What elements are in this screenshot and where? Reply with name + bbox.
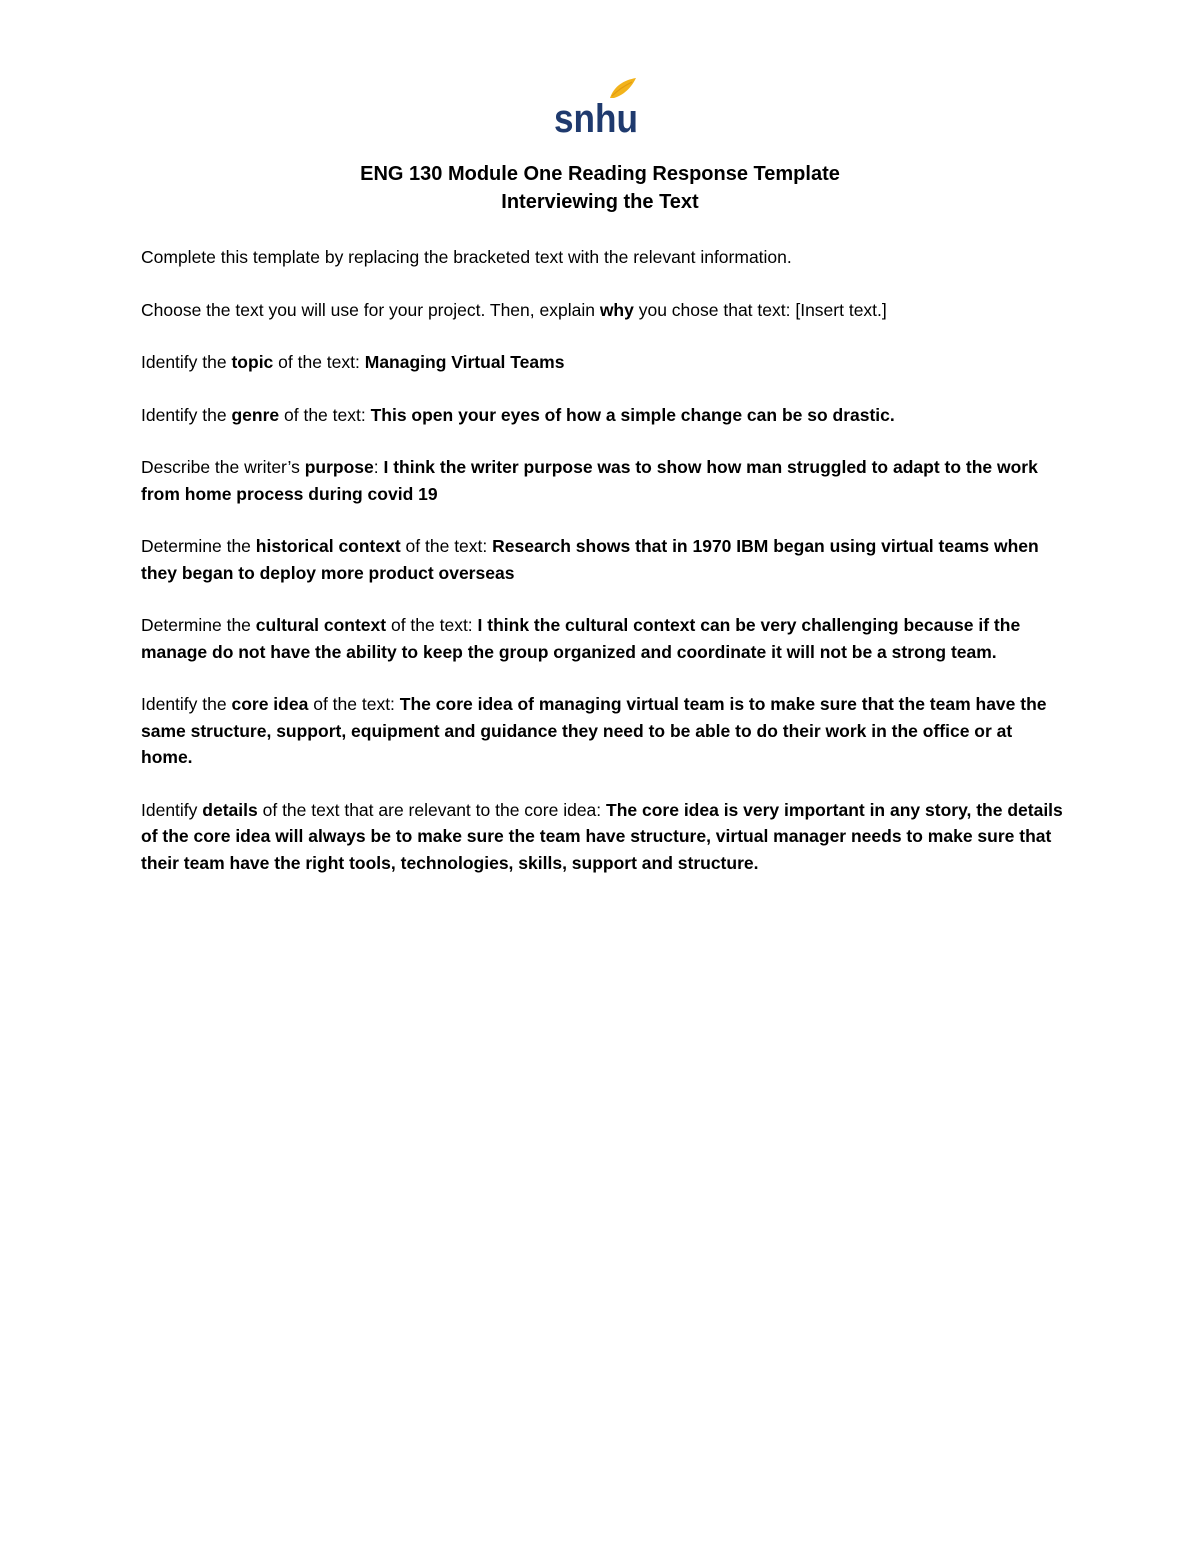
prompt-text: you chose that text: bbox=[633, 299, 796, 320]
document-subtitle: Interviewing the Text bbox=[501, 191, 699, 213]
prompt-core-idea bbox=[141, 691, 1063, 771]
prompt-historical-context bbox=[141, 533, 1063, 586]
prompt-text: : bbox=[373, 457, 384, 477]
prompt-text: of the text: bbox=[308, 694, 400, 714]
prompt-text: Determine the bbox=[141, 536, 256, 556]
prompt-keyword: genre bbox=[231, 404, 280, 425]
answer-text: Research shows that in 1970 IBM began using virtual teams when they began to deploy more product overseas bbox=[141, 536, 1039, 583]
prompt-text: of the text: bbox=[273, 352, 365, 372]
prompt-keyword: historical context bbox=[255, 536, 401, 556]
prompt-keyword: topic bbox=[231, 352, 274, 372]
prompt-text: of the text: bbox=[400, 536, 493, 556]
prompt-text: of the text that are relevant to the core idea: bbox=[257, 799, 607, 820]
answer-text: The core idea is very important in any story, the details of the core idea will always be to make sure the team have structure, virtual manager needs to make sure that their team have the right tools, technologies, skills, support and structure. bbox=[141, 799, 1063, 873]
answer-text: This open your eyes of how a simple change can be so drastic. bbox=[370, 404, 895, 425]
prompt-topic bbox=[141, 349, 1063, 376]
prompt-keyword: details bbox=[202, 799, 258, 820]
prompt-text: Choose the text you will use for your project. Then, explain bbox=[141, 299, 600, 320]
document-title: ENG 130 Module One Reading Response Template bbox=[360, 163, 840, 185]
prompt-keyword: purpose bbox=[304, 457, 374, 477]
prompt-why bbox=[141, 297, 1063, 324]
prompt-text: Identify the bbox=[141, 694, 232, 714]
answer-text: I think the writer purpose was to show how man struggled to adapt to the work from home process during covid 19 bbox=[141, 457, 1038, 504]
prompt-text: Identify bbox=[141, 799, 203, 820]
template-body bbox=[141, 244, 1063, 902]
prompt-text: of the text: bbox=[386, 615, 478, 635]
prompt-keyword: why bbox=[599, 299, 634, 320]
leaf-icon bbox=[610, 78, 636, 98]
prompt-genre bbox=[141, 402, 1063, 429]
answer-text: I think the cultural context can be very challenging because if the manage do not have the ability to keep the group organized and coordinate it will not be a strong team. bbox=[141, 615, 1021, 662]
snhu-logo bbox=[552, 76, 642, 136]
prompt-text: Describe the writer’s bbox=[141, 457, 305, 477]
prompt-text: Determine the bbox=[141, 615, 256, 635]
prompt-text: Identify the bbox=[141, 352, 232, 372]
instructions: Complete this template by replacing the bracketed text with the relevant information. bbox=[141, 247, 792, 267]
logo-word: snhu bbox=[554, 97, 638, 136]
prompt-keyword: cultural context bbox=[255, 615, 387, 635]
prompt-text: of the text: bbox=[279, 404, 371, 425]
title-block bbox=[0, 160, 1200, 216]
prompt-text: Identify the bbox=[141, 404, 232, 425]
prompt-details bbox=[141, 797, 1063, 877]
answer-text: [Insert text.] bbox=[795, 299, 887, 320]
prompt-keyword: core idea bbox=[231, 694, 309, 714]
prompt-cultural-context bbox=[141, 612, 1063, 665]
answer-text: Managing Virtual Teams bbox=[364, 352, 565, 372]
answer-text: The core idea of managing virtual team is to make sure that the team have the same structure, support, equipment and guidance they need to be able to do their work in the office or at home. bbox=[141, 694, 1047, 767]
prompt-purpose bbox=[141, 454, 1063, 507]
snhu-logo-graphic bbox=[552, 76, 642, 136]
